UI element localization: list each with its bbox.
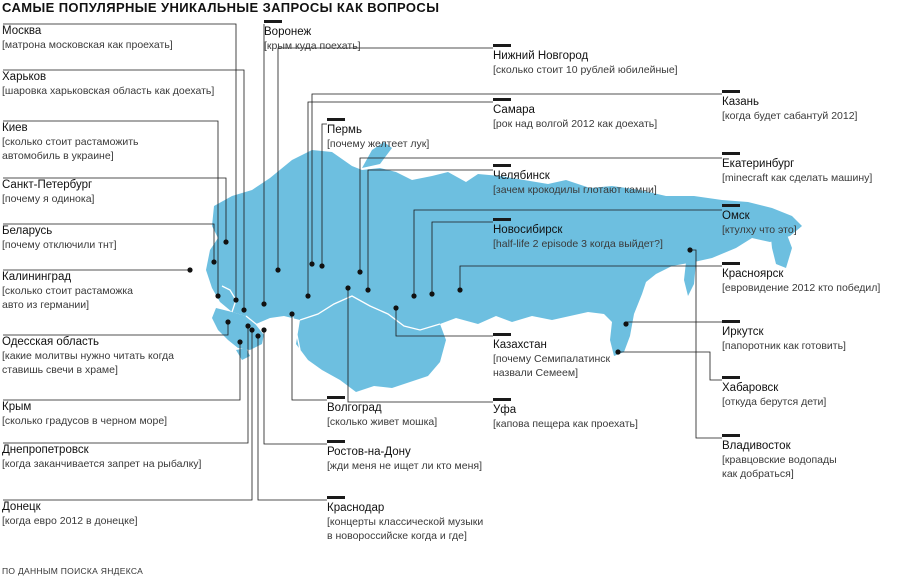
city-name: Волгоград <box>327 402 382 414</box>
search-query: [какие молитвы нужно читать когда ставишь свечи в храме] <box>2 350 174 376</box>
label-bar-marker <box>493 218 511 221</box>
search-query: [крым куда поехать] <box>264 40 361 52</box>
label-bar-marker <box>327 396 345 399</box>
city-name: Беларусь <box>2 225 53 237</box>
city-name: Москва <box>2 25 42 37</box>
city-dot-vladivostok <box>687 247 692 252</box>
label-bar-marker <box>722 320 740 323</box>
city-dot-odessa <box>225 319 230 324</box>
label-bar-marker <box>327 118 345 121</box>
city-dot-voronezh <box>261 301 266 306</box>
search-query: [откуда берутся дети] <box>722 396 827 408</box>
city-label-chelyabinsk <box>493 164 657 197</box>
city-label-odessa <box>2 335 174 377</box>
city-label-vladivostok <box>722 434 837 481</box>
city-name: Санкт-Петербург <box>2 179 93 191</box>
city-name: Челябинск <box>493 170 550 182</box>
city-dot-irkutsk <box>623 321 628 326</box>
city-name: Ростов-на-Дону <box>327 446 411 458</box>
city-label-krasnodar <box>327 496 483 543</box>
search-query: [minecraft как сделать машину] <box>722 172 873 184</box>
city-label-khabarovsk <box>722 376 826 409</box>
search-query: [когда заканчивается запрет на рыбалку] <box>2 458 202 470</box>
city-label-moscow <box>2 24 173 52</box>
city-dot-rostov <box>261 327 266 332</box>
search-query: [когда евро 2012 в донецке] <box>2 515 138 527</box>
city-dot-donetsk <box>249 327 254 332</box>
city-label-kiev <box>2 121 139 163</box>
city-label-samara <box>493 98 657 131</box>
label-bar-marker <box>493 398 511 401</box>
city-label-spb <box>2 178 94 206</box>
label-bar-marker <box>493 44 511 47</box>
label-bar-marker <box>493 333 511 336</box>
city-dot-kiev <box>215 293 220 298</box>
page-title: САМЫЕ ПОПУЛЯРНЫЕ УНИКАЛЬНЫЕ ЗАПРОСЫ КАК ВОПРОСЫ <box>2 0 440 15</box>
city-name: Омск <box>722 210 750 222</box>
city-dot-krasnoyarsk <box>457 287 462 292</box>
label-bar-marker <box>722 262 740 265</box>
city-name: Хабаровск <box>722 382 779 394</box>
city-label-belarus <box>2 224 117 252</box>
label-bar-marker <box>327 440 345 443</box>
search-query: [шаровка харьковская область как доехать] <box>2 85 215 97</box>
city-dot-moscow <box>233 297 238 302</box>
city-label-kazan <box>722 90 857 123</box>
search-query: [почему я одинока] <box>2 193 95 205</box>
search-query: [сколько стоит 10 рублей юбилейные] <box>493 64 678 76</box>
city-name: Нижний Новгород <box>493 50 589 62</box>
city-name: Самара <box>493 104 535 116</box>
search-query: [почему отключили тнт] <box>2 239 117 251</box>
leader-line-vladivostok <box>690 250 722 438</box>
city-label-ufa <box>493 398 638 431</box>
city-name: Владивосток <box>722 440 791 452</box>
search-query: [почему Семипалатинск назвали Семеем] <box>493 353 611 379</box>
search-query: [зачем крокодилы глотают камни] <box>493 184 657 196</box>
search-query: [когда будет сабантуй 2012] <box>722 110 858 122</box>
city-name: Казань <box>722 96 759 108</box>
city-label-perm <box>327 118 429 151</box>
city-label-irkutsk <box>722 320 846 353</box>
label-bar-marker <box>327 496 345 499</box>
leader-line-irkutsk <box>626 322 722 324</box>
label-bar-marker <box>264 20 282 23</box>
search-query: [концерты классической музыки в новороссийске когда и где] <box>327 516 484 542</box>
leader-line-odessa <box>3 322 228 335</box>
label-bar-marker <box>722 434 740 437</box>
source-note: ПО ДАННЫМ ПОИСКА ЯНДЕКСА <box>2 566 144 576</box>
city-name: Иркутск <box>722 326 764 338</box>
label-bar-marker <box>493 164 511 167</box>
search-query: [кравцовские водопады как добраться] <box>722 454 837 480</box>
search-query: [сколько стоит растаможить автомобиль в украине] <box>2 136 139 162</box>
label-bar-marker <box>493 98 511 101</box>
city-label-omsk <box>722 204 797 237</box>
city-dot-belarus <box>211 259 216 264</box>
city-dot-spb <box>223 239 228 244</box>
city-dot-kazakhstan <box>393 305 398 310</box>
search-query: [жди меня не ищет ли кто меня] <box>327 460 482 472</box>
city-name: Екатеринбург <box>722 158 795 170</box>
search-query: [сколько градусов в черном море] <box>2 415 168 427</box>
city-label-novosibirsk <box>493 218 663 251</box>
leader-line-khabarovsk <box>618 352 722 380</box>
city-label-kaliningrad <box>2 270 133 312</box>
label-bar-marker <box>722 152 740 155</box>
label-bar-marker <box>722 376 740 379</box>
search-query: [сколько стоит растаможка авто из германии] <box>2 285 134 311</box>
city-name: Уфа <box>493 404 517 416</box>
city-label-kazakhstan <box>493 333 610 380</box>
search-query: [матрона московская как проехать] <box>2 39 173 51</box>
city-dot-volgograd <box>289 311 294 316</box>
search-query: [почему желтеет лук] <box>327 138 430 150</box>
city-dot-crimea <box>237 339 242 344</box>
city-dot-omsk <box>411 293 416 298</box>
city-name: Киев <box>2 122 28 134</box>
city-name: Калининград <box>2 271 72 283</box>
city-dot-nnovgorod <box>275 267 280 272</box>
city-name: Днепропетровск <box>2 444 89 456</box>
city-name: Одесская область <box>2 336 99 348</box>
city-label-nnovgorod <box>493 44 678 77</box>
city-name: Казахстан <box>493 339 547 351</box>
city-label-voronezh <box>264 20 361 53</box>
city-label-rostov <box>327 440 482 473</box>
city-dot-dnepr <box>245 323 250 328</box>
city-label-krasnoyarsk <box>722 262 880 295</box>
city-dot-chelyabinsk <box>365 287 370 292</box>
city-dot-ekaterinburg <box>357 269 362 274</box>
city-dot-kharkov <box>241 307 246 312</box>
city-dot-khabarovsk <box>615 349 620 354</box>
city-name: Новосибирск <box>493 224 563 236</box>
city-dot-krasnodar <box>255 333 260 338</box>
city-name: Донецк <box>2 501 41 513</box>
city-name: Пермь <box>327 124 362 136</box>
search-query: [евровидение 2012 кто победил] <box>722 282 881 294</box>
city-name: Краснодар <box>327 502 385 514</box>
label-bar-marker <box>722 204 740 207</box>
city-name: Воронеж <box>264 26 312 38</box>
city-dot-novosibirsk <box>429 291 434 296</box>
search-query: [half-life 2 episode 3 когда выйдет?] <box>493 238 663 250</box>
search-query: [рок над волгой 2012 как доехать] <box>493 118 658 130</box>
search-query: [папоротник как готовить] <box>722 340 846 352</box>
city-dot-ufa <box>345 285 350 290</box>
search-query: [сколько живет мошка] <box>327 416 438 428</box>
city-label-dnepr <box>2 443 201 471</box>
city-label-crimea <box>2 400 167 428</box>
city-label-kharkov <box>2 70 214 98</box>
city-dot-kaliningrad <box>187 267 192 272</box>
city-name: Харьков <box>2 71 47 83</box>
search-query: [капова пещера как проехать] <box>493 418 638 430</box>
city-dot-perm <box>319 263 324 268</box>
label-bar-marker <box>722 90 740 93</box>
search-query: [ктулху что это] <box>722 224 797 236</box>
city-name: Крым <box>2 401 32 413</box>
city-label-volgograd <box>327 396 437 429</box>
city-name: Красноярск <box>722 268 784 280</box>
city-label-ekaterinburg <box>722 152 872 185</box>
city-dot-kazan <box>309 261 314 266</box>
city-label-donetsk <box>2 500 138 528</box>
city-dot-samara <box>305 293 310 298</box>
